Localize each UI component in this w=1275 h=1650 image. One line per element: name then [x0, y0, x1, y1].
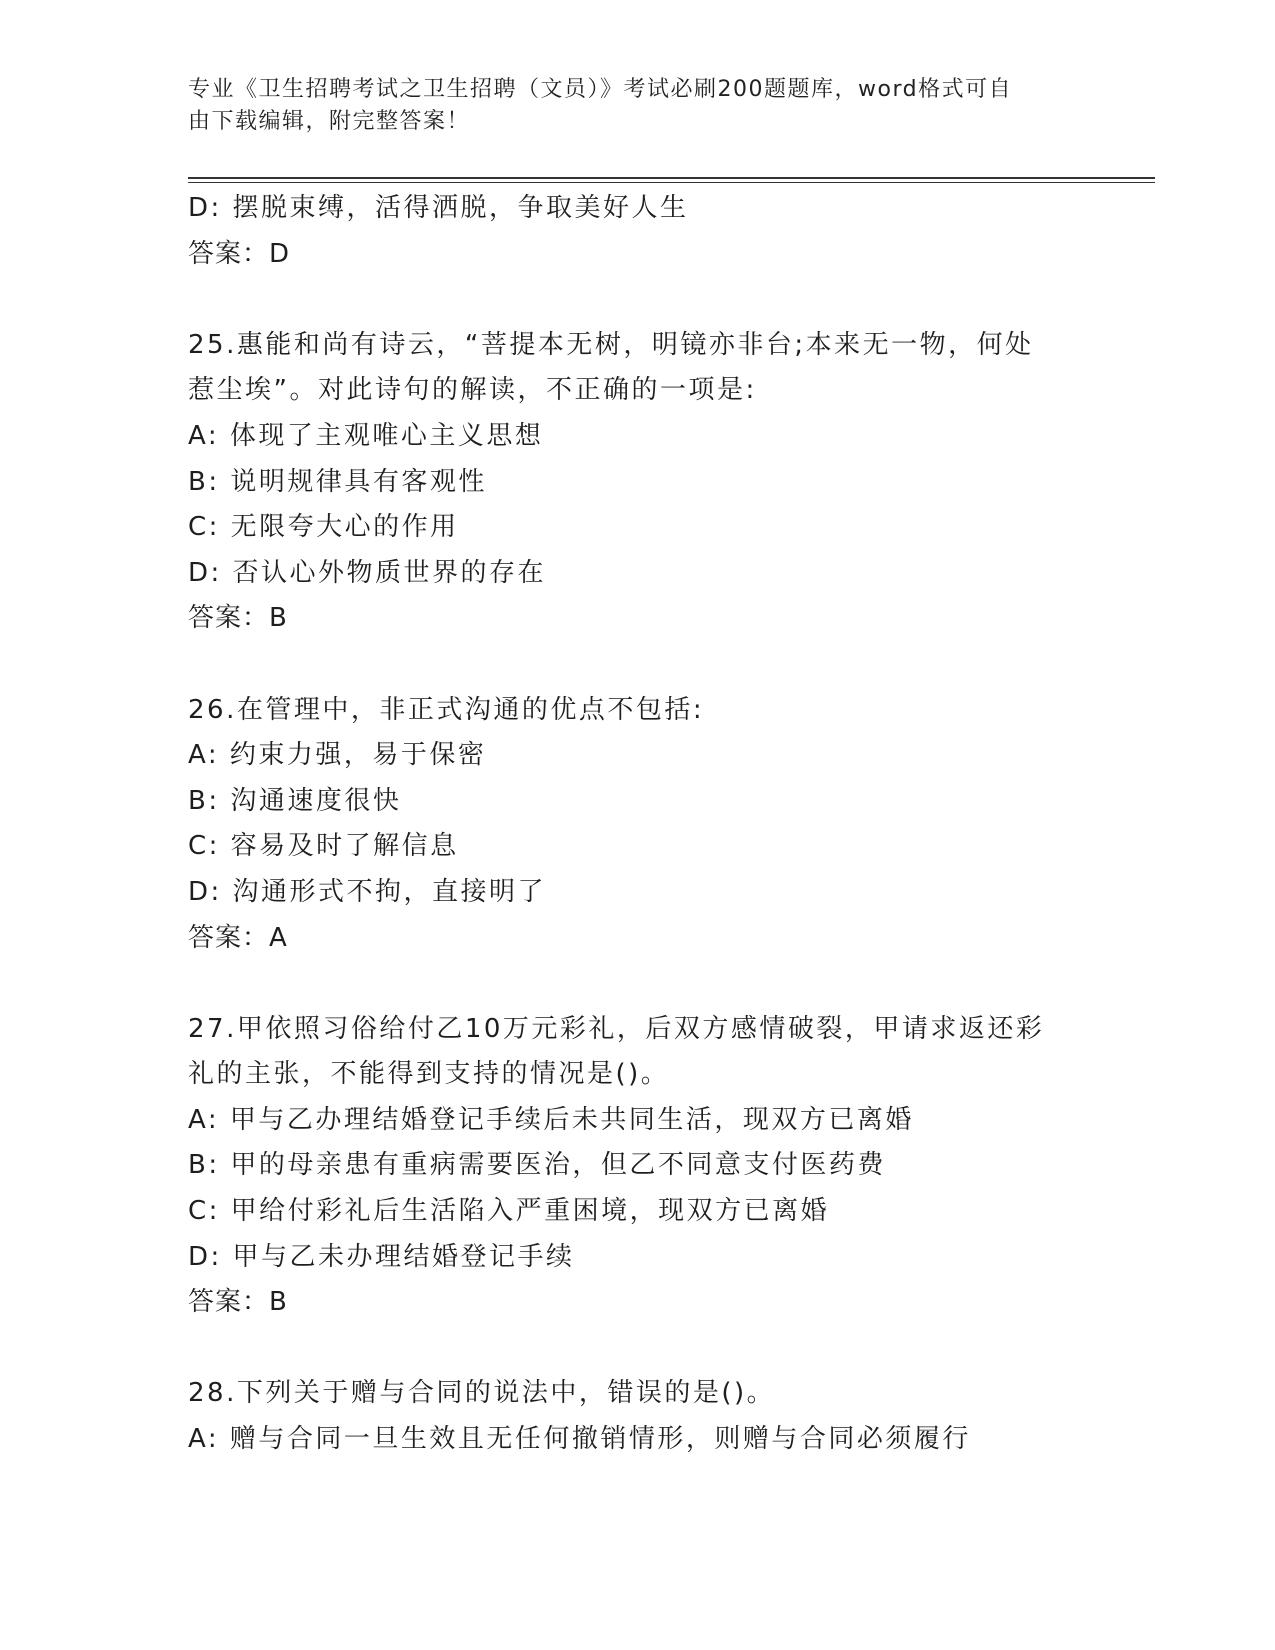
option-a: A: 体现了主观唯心主义思想: [188, 420, 544, 451]
option-a: A: 甲与乙办理结婚登记手续后未共同生活，现双方已离婚: [188, 1104, 914, 1135]
spacer: [188, 642, 1088, 688]
question-stem: 27.甲依照习俗给付乙10万元彩礼，后双方感情破裂，甲请求返还彩: [188, 1013, 1045, 1044]
document-header: [188, 74, 1068, 138]
question-stem: 28.下列关于赠与合同的说法中，错误的是()。: [188, 1378, 776, 1409]
option-a: A: 赠与合同一旦生效且无任何撤销情形，则赠与合同必须履行: [188, 1424, 971, 1455]
option-c: C: 容易及时了解信息: [188, 831, 459, 862]
option-b: B: 沟通速度很快: [188, 785, 402, 816]
answer-line: 答案：B: [188, 1287, 288, 1318]
header-divider-thin: [188, 182, 1155, 183]
option-c: C: 甲给付彩礼后生活陷入严重困境，现双方已离婚: [188, 1196, 830, 1227]
option-a: A: 约束力强，易于保密: [188, 740, 487, 771]
option-b: B: 甲的母亲患有重病需要医治，但乙不同意支付医药费: [188, 1150, 886, 1181]
option-b: B: 说明规律具有客观性: [188, 466, 487, 497]
option-d: D: 甲与乙未办理结婚登记手续: [188, 1241, 575, 1272]
header-line-1: 专业《卫生招聘考试之卫生招聘（文员）》考试必刷200题题库，word格式可自: [188, 77, 1013, 102]
question-28: [188, 1371, 1088, 1462]
question-27: [188, 1007, 1088, 1326]
option-d: D: 摆脱束缚，活得洒脱，争取美好人生: [188, 193, 689, 223]
spacer: [188, 277, 1088, 323]
answer-line: 答案：B: [188, 603, 288, 634]
answer-line: 答案：A: [188, 922, 288, 953]
spacer: [188, 961, 1088, 1007]
question-25: [188, 323, 1088, 642]
question-stem: 礼的主张，不能得到支持的情况是()。: [188, 1059, 670, 1090]
option-d: D: 沟通形式不拘，直接明了: [188, 876, 547, 907]
option-c: C: 无限夸大心的作用: [188, 512, 459, 543]
question-stem: 惹尘埃”。对此诗句的解读，不正确的一项是:: [188, 375, 757, 406]
spacer: [188, 1326, 1088, 1372]
question-26: [188, 688, 1088, 962]
question-stem: 26.在管理中，非正式沟通的优点不包括:: [188, 694, 705, 725]
header-line-2: 由下载编辑，附完整答案！: [188, 109, 471, 134]
question-stem: 25.惠能和尚有诗云，“菩提本无树，明镜亦非台;本来无一物，何处: [188, 329, 1034, 360]
answer-line: 答案：D: [188, 238, 291, 269]
question-list: [188, 186, 1088, 1463]
option-d: D: 否认心外物质世界的存在: [188, 557, 547, 588]
header-divider-thick: [188, 177, 1155, 179]
